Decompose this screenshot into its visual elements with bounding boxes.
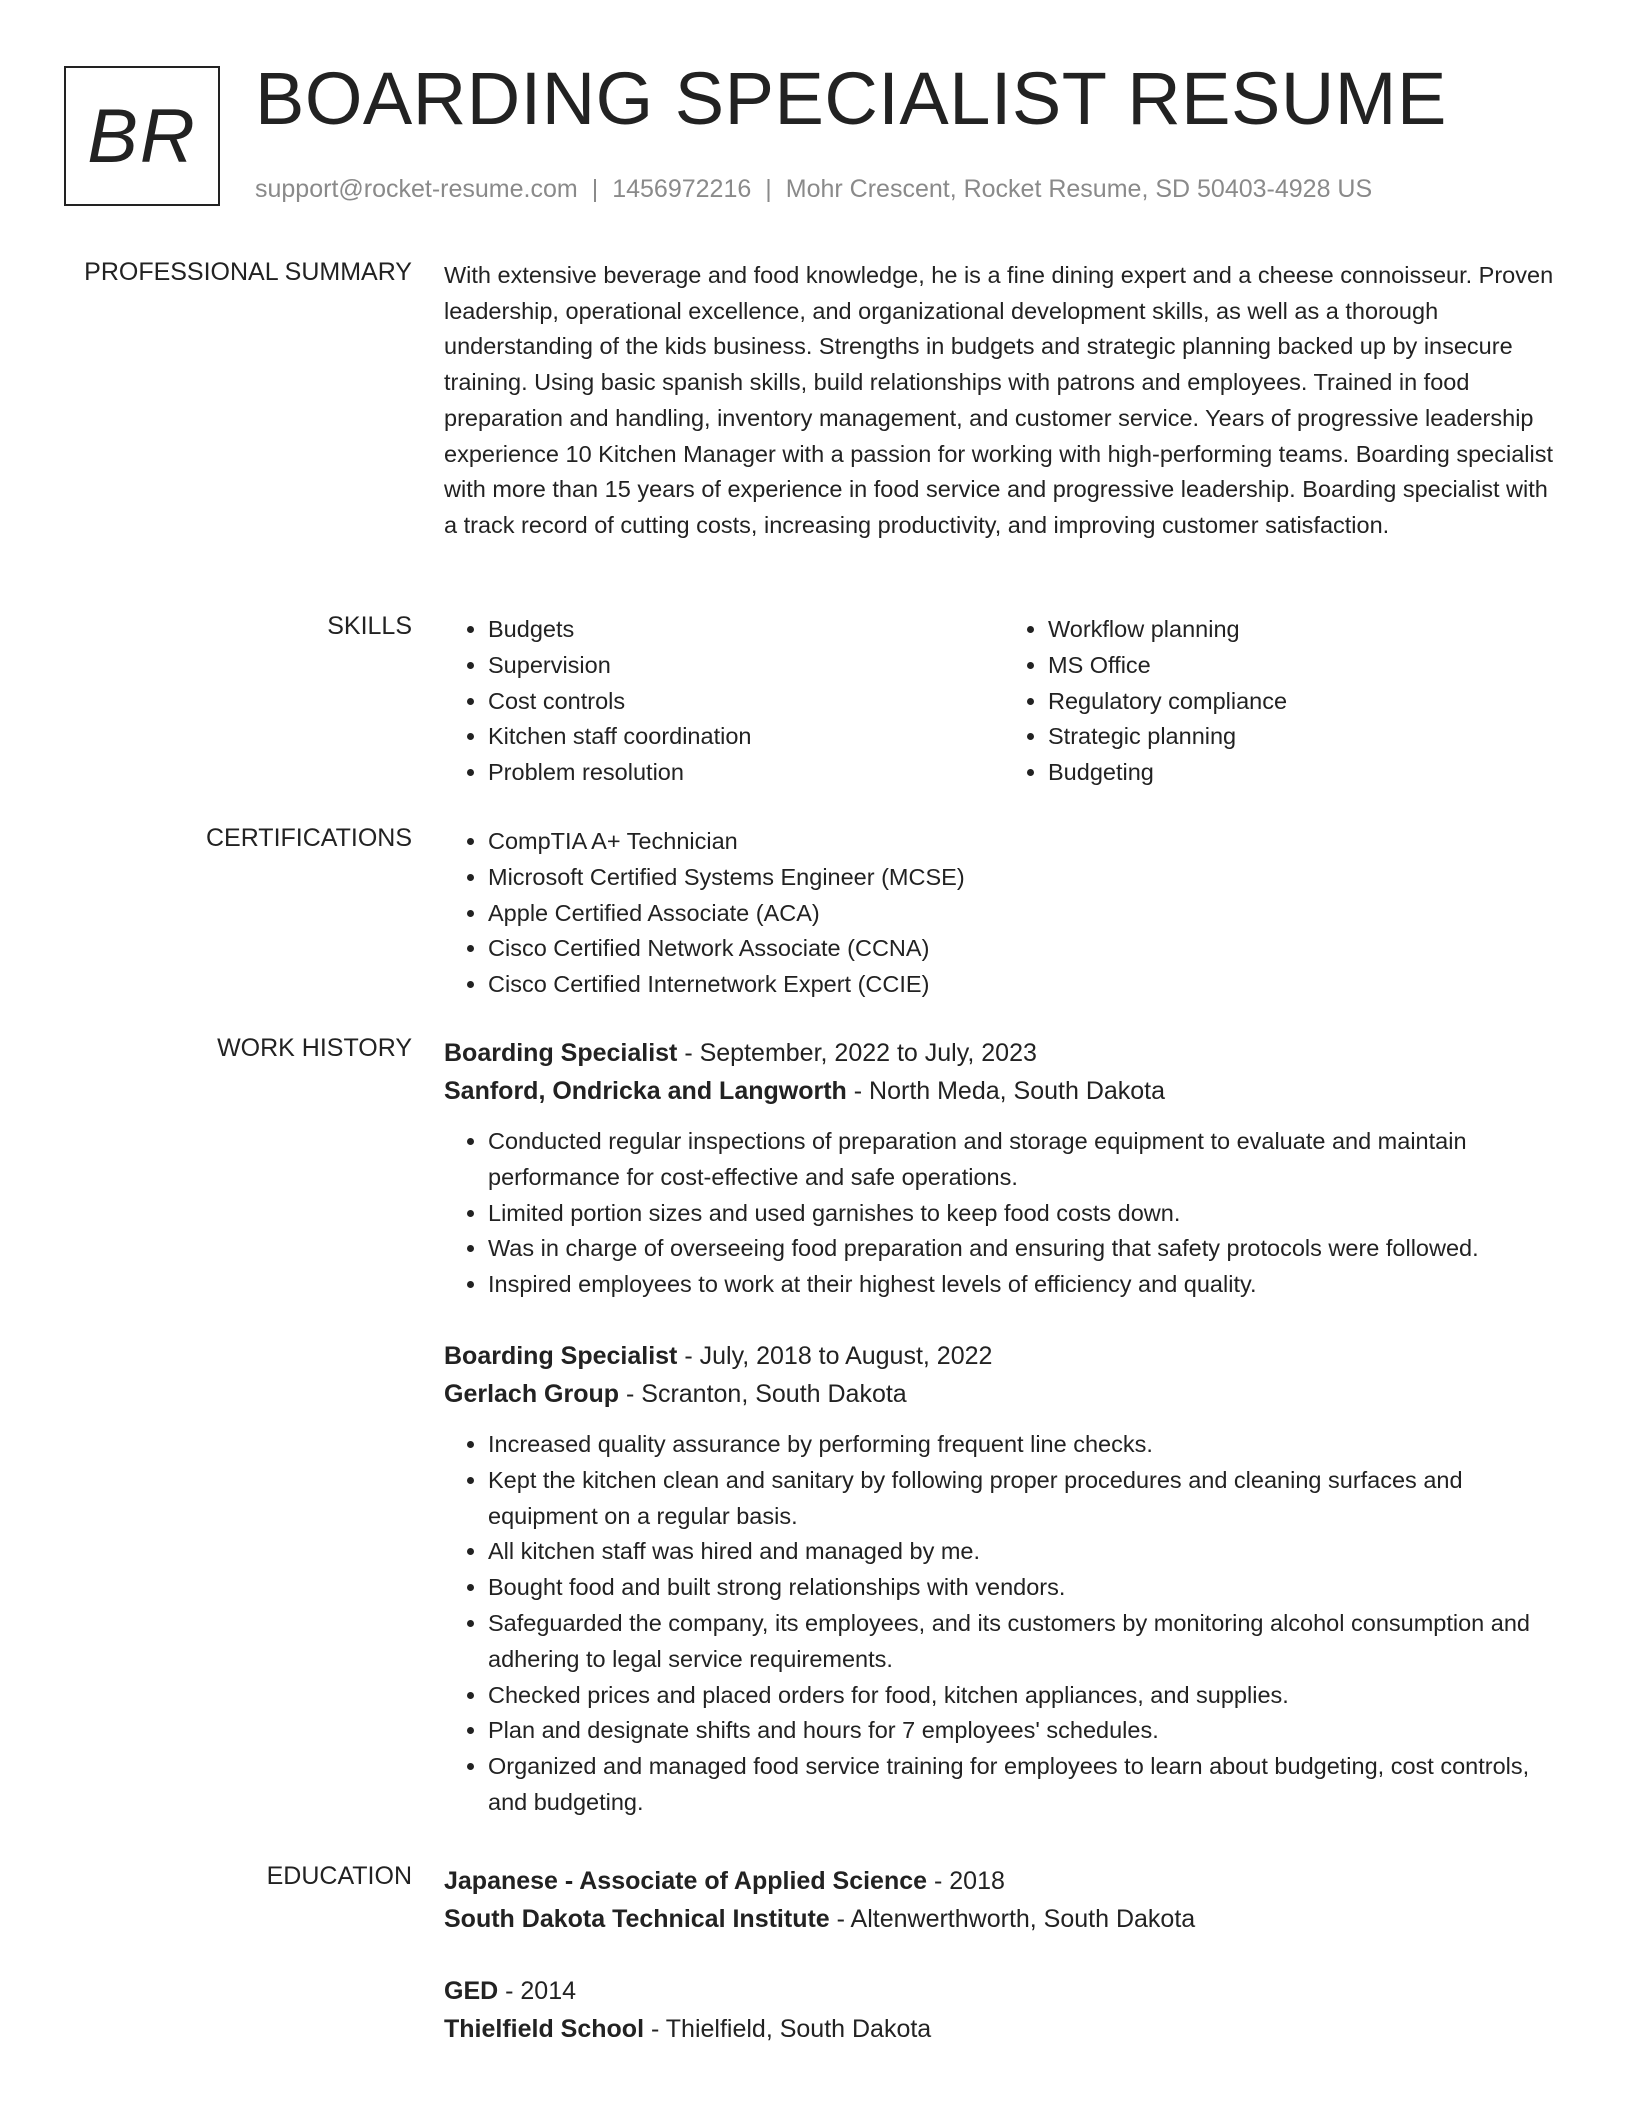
job-company-line [444,1072,1564,1110]
certification-item: • CompTIA A+ Technician [488,824,1564,860]
job-title: Boarding Specialist [444,1039,678,1067]
skills-columns [444,612,1564,791]
job-duty: • Increased quality assurance by performing frequent line checks. [488,1427,1564,1463]
job-duty: • All kitchen staff was hired and managed by me. [488,1534,1564,1570]
job-duty: • Was in charge of overseeing food preparation and ensuring that safety protocols were followed. [488,1231,1564,1267]
monogram: BR [64,66,220,206]
section-label-skills: SKILLS [327,612,412,640]
job-company: Gerlach Group [444,1380,620,1408]
job-location: - North Meda, South Dakota [846,1077,1166,1105]
contact-phone[interactable]: 1456972216 [612,175,752,203]
skill-item: • Budgets [488,612,1004,648]
contact-email[interactable]: support@rocket-resume.com [255,175,578,203]
job-duty: • Inspired employees to work at their highest levels of efficiency and quality. [488,1267,1564,1303]
job-duties-list [444,1427,1564,1821]
job-duties-list [444,1124,1564,1303]
education-degree-line [444,1972,1564,2010]
skill-item: • Budgeting [1048,755,1564,791]
skill-item: • Workflow planning [1048,612,1564,648]
contact-separator: | [765,175,772,203]
skill-item: • Regulatory compliance [1048,684,1564,720]
skills-list-left [444,612,1004,791]
skill-item: • Supervision [488,648,1004,684]
work-history-body [444,1034,1564,1303]
job-duty: • Plan and designate shifts and hours for 7 employees' schedules. [488,1713,1564,1749]
job-location: - Scranton, South Dakota [619,1380,907,1408]
job-duty: • Limited portion sizes and used garnishes to keep food costs down. [488,1196,1564,1232]
job-title-line [444,1337,1564,1375]
job-duty: • Safeguarded the company, its employees, and its customers by monitoring alcohol consumption and adhering to legal service requirements. [488,1606,1564,1678]
job-company: Sanford, Ondricka and Langworth [444,1077,847,1105]
education-school-line [444,1900,1564,1938]
education-year: - 2018 [927,1867,1005,1895]
education-degree: GED [444,1977,499,2005]
resume-title: BOARDING SPECIALIST RESUME [255,57,1447,140]
education-location: - Altenwerthworth, South Dakota [829,1905,1196,1933]
education-body-2 [444,1972,1564,2048]
skill-item: • Strategic planning [1048,719,1564,755]
section-label-summary: PROFESSIONAL SUMMARY [84,258,412,286]
contact-line [255,175,1372,204]
certification-item: • Cisco Certified Internetwork Expert (CCIE) [488,967,1564,1003]
certification-item: • Cisco Certified Network Associate (CCNA) [488,931,1564,967]
certifications-list [444,824,1564,1003]
job-duty: • Conducted regular inspections of preparation and storage equipment to evaluate and maintain performance for cost-effective and safe operations. [488,1124,1564,1196]
skill-item: • MS Office [1048,648,1564,684]
summary-text: With extensive beverage and food knowledge, he is a fine dining expert and a cheese connoisseur. Proven leadership, operational excellence, and organizational development skills, as well as a thorough understanding of the kids business. Strengths in budgets and strategic planning backed up by insecure training. Using basic spanish skills, build relationships with patrons and employees. Trained in food preparation and handling, inventory management, and customer service. Years of progressive leadership experience 10 Kitchen Manager with a passion for working with high-performing teams. Boarding specialist with more than 15 years of experience in food service and progressive leadership. Boarding specialist with a track record of cutting costs, increasing productivity, and improving customer satisfaction. [444,262,1554,538]
skill-item: • Cost controls [488,684,1004,720]
certification-item: • Apple Certified Associate (ACA) [488,896,1564,932]
skill-item: • Kitchen staff coordination [488,719,1004,755]
contact-separator: | [591,175,599,203]
education-location: - Thielfield, South Dakota [644,2015,932,2043]
skill-item: • Problem resolution [488,755,1004,791]
education-school: South Dakota Technical Institute [444,1905,830,1933]
certifications-body [444,824,1564,1003]
section-label-education: EDUCATION [266,1862,412,1890]
job-duty: • Kept the kitchen clean and sanitary by following proper procedures and cleaning surfaces and equipment on a regular basis. [488,1463,1564,1535]
education-school-line [444,2010,1564,2048]
job-duty: • Bought food and built strong relationships with vendors. [488,1570,1564,1606]
skills-list-right [1004,612,1564,791]
education-degree-line [444,1862,1564,1900]
job-duty: • Checked prices and placed orders for food, kitchen appliances, and supplies. [488,1678,1564,1714]
job-company-line [444,1375,1564,1413]
section-label-work-history: WORK HISTORY [217,1034,412,1062]
section-label-certifications: CERTIFICATIONS [205,824,412,852]
job-duty: • Organized and managed food service training for employees to learn about budgeting, cost controls, and budgeting. [488,1749,1564,1821]
contact-address: Mohr Crescent, Rocket Resume, SD 50403-4928 US [785,175,1373,203]
job-dates: - September, 2022 to July, 2023 [677,1039,1037,1067]
certification-item: • Microsoft Certified Systems Engineer (MCSE) [488,860,1564,896]
education-year: - 2014 [498,1977,577,2005]
work-history-body-2 [444,1337,1564,1821]
job-title-line [444,1034,1564,1072]
job-entry [444,1337,1564,1821]
education-body [444,1862,1564,1938]
job-dates: - July, 2018 to August, 2022 [677,1342,993,1370]
job-entry [444,1034,1564,1303]
education-school: Thielfield School [444,2015,645,2043]
education-degree: Japanese - Associate of Applied Science [444,1867,928,1895]
job-title: Boarding Specialist [444,1342,678,1370]
